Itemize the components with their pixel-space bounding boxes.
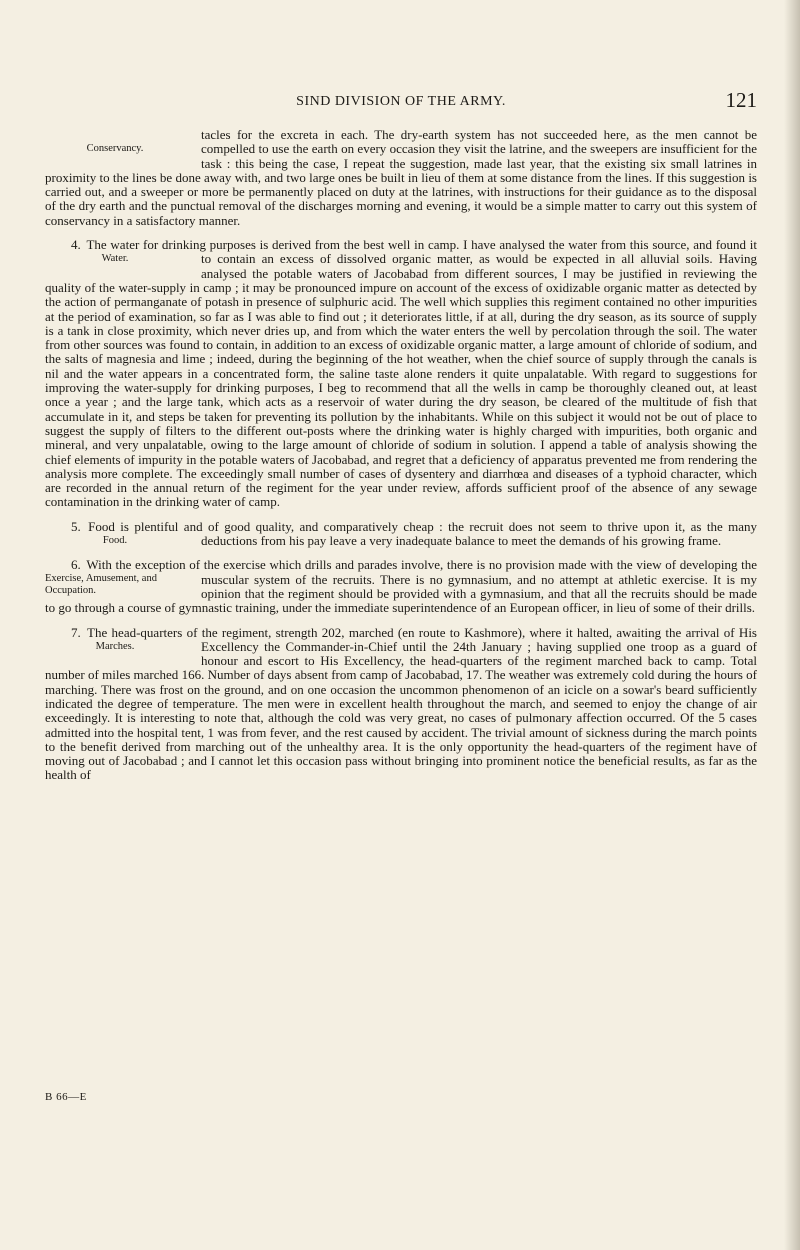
paragraph-number: 6. xyxy=(71,557,81,573)
paragraph-marches xyxy=(45,626,757,783)
running-title: SIND DIVISION OF THE ARMY. xyxy=(296,94,506,109)
body-text xyxy=(45,128,757,793)
side-note-exercise: Exercise, Amusement, and Occupation. xyxy=(45,573,157,597)
paragraph-text: tacles for the excreta in each. The dry-earth system has not succeeded here, as the men cannot be compelled to use the earth on every occasion they visit the latrine, and the sweepers are insufficient for the task : this being the case, I repeat the suggestion, made last year, that the existing six small latrines in proximity to the lines be done away with, and two large ones be built in lieu of them at some distance from the lines. If this suggestion is carried out, and a sweeper or more be permanently placed on duty at the latrines, with instructions for their guidance as to the disposal of the dry earth and the punctual removal of the discharges morning and evening, it would be a simple matter to carry out this system of conservancy in a satisfactory manner. xyxy=(45,127,757,228)
paragraph-number: 7. xyxy=(71,624,81,640)
paragraph-water xyxy=(45,238,757,510)
paragraph-number: 4. xyxy=(71,237,81,253)
paragraph-text: With the exception of the exercise which drills and parades involve, there is no provision made with the view of developing the muscular system of the recruits. There is no gymnasium, and no attempt at athletic exercise. It is my opinion that the regiment should be provided with a gymnasium, and that all the recruits should be made to go through a course of gymnastic training, under the immediate superintendence of an European officer, in lieu of some of their drills. xyxy=(45,557,758,616)
side-note-conservancy: Conservancy. xyxy=(86,143,144,154)
paragraph-exercise xyxy=(45,558,757,615)
paragraph-conservancy xyxy=(45,128,757,228)
side-note-marches: Marches. xyxy=(95,640,135,652)
page-number: 121 xyxy=(725,88,757,112)
printer-signature: B 66—E xyxy=(45,1091,87,1103)
paragraph-text: The water for drinking purposes is derived from the best well in camp. I have analysed the water from this source, and found it to contain an excess of dissolved organic matter, as would be expected in all alluvial soils. Having analysed the potable waters of Jacobabad from different sources, I may be justified in reviewing the quality of the water-supply in camp ; it may be pronounced impure on account of the excess of oxidizable organic matter as detected by the action of permanganate of potash in presence of sulphuric acid. The well which supplies this regiment contained no other impurities at the period of examination, so far as I was able to find out ; it deteriorates little, if at all, during the dry season, as its source of supply is a tank in close proximity, which never dries up, and from which the water enters the well by percolation through the soil. The water from other sources was found to contain, in addition to an excess of oxidizable organic matter, a large amount of chloride of sodium, and the salts of magnesia and lime ; indeed, during the beginning of the hot weather, when the chief source of supply through the canals is nil and the water appears in a concentrated form, the saline taste alone renders it quite unpalatable. With regard to suggestions for improving the water-supply for drinking purposes, I beg to recommend that all the wells in camp be thoroughly cleaned out, at least once a year ; and the large tank, which acts as a reservoir of water during the dry season, be cleared of the multitude of fish that accumulate in it, and steps be taken for preventing its pollution by the inhabitants. While on this subject it would not be out of place to suggest the supply of filters to the different out-posts where the drinking water is highly charged with impurities, both organic and mineral, and very unpalatable, owing to the large amount of chloride of sodium in solution. I append a table of analysis showing the chief elements of impurity in the potable waters of Jacobabad, and regret that a deficiency of apparatus prevented me from rendering the analysis more complete. The exceedingly small number of cases of dysentery and diarrhœa and diseases of a typhoid character, which are recorded in the annual return of the regiment for the year under review, affords sufficient proof of the absence of any sewage contamination in the drinking water of camp. xyxy=(45,237,757,510)
running-head xyxy=(45,88,757,116)
paragraph-number: 5. xyxy=(71,518,81,534)
page-edge-shadow xyxy=(784,0,800,1250)
side-note-food: Food. xyxy=(102,534,128,546)
paragraph-text: The head-quarters of the regiment, strength 202, marched (en route to Kashmore), where it halted, awaiting the arrival of His Excellency the Commander-in-Chief until the 24th January ; having supplied one troop as a guard of honour and escort to His Excellency, the head-quarters of the regiment marched back to camp. Total number of miles marched 166. Number of days absent from camp of Jacobabad, 17. The weather was extremely cold during the hours of marching. There was frost on the ground, and on one occasion the uncommon phenomenon of an icicle on a sowar's beard sufficiently indicated the degree of temperature. The men were in excellent health throughout the march, and seemed to enjoy the change of air exceedingly. It is interesting to note that, although the cold was very great, no cases of pulmonary affection occurred. Of the 5 cases admitted into the hospital tent, 1 was from fever, and the rest caused by accident. The trivial amount of sickness during the march points to the benefit derived from marching out of the unhealthy area. It is the only opportunity the head-quarters of the regiment have of moving out of Jacobabad ; and I cannot let this occasion pass without bringing into prominent notice the beneficial results, as far as the health of xyxy=(45,624,757,783)
side-note-water: Water. xyxy=(101,253,129,265)
paragraph-food xyxy=(45,520,757,549)
paragraph-text: Food is plentiful and of good quality, and comparatively cheap : the recruit does not seem to thrive upon it, as the many deductions from his pay leave a very inadequate balance to meet the demands of his growing frame. xyxy=(88,518,758,549)
